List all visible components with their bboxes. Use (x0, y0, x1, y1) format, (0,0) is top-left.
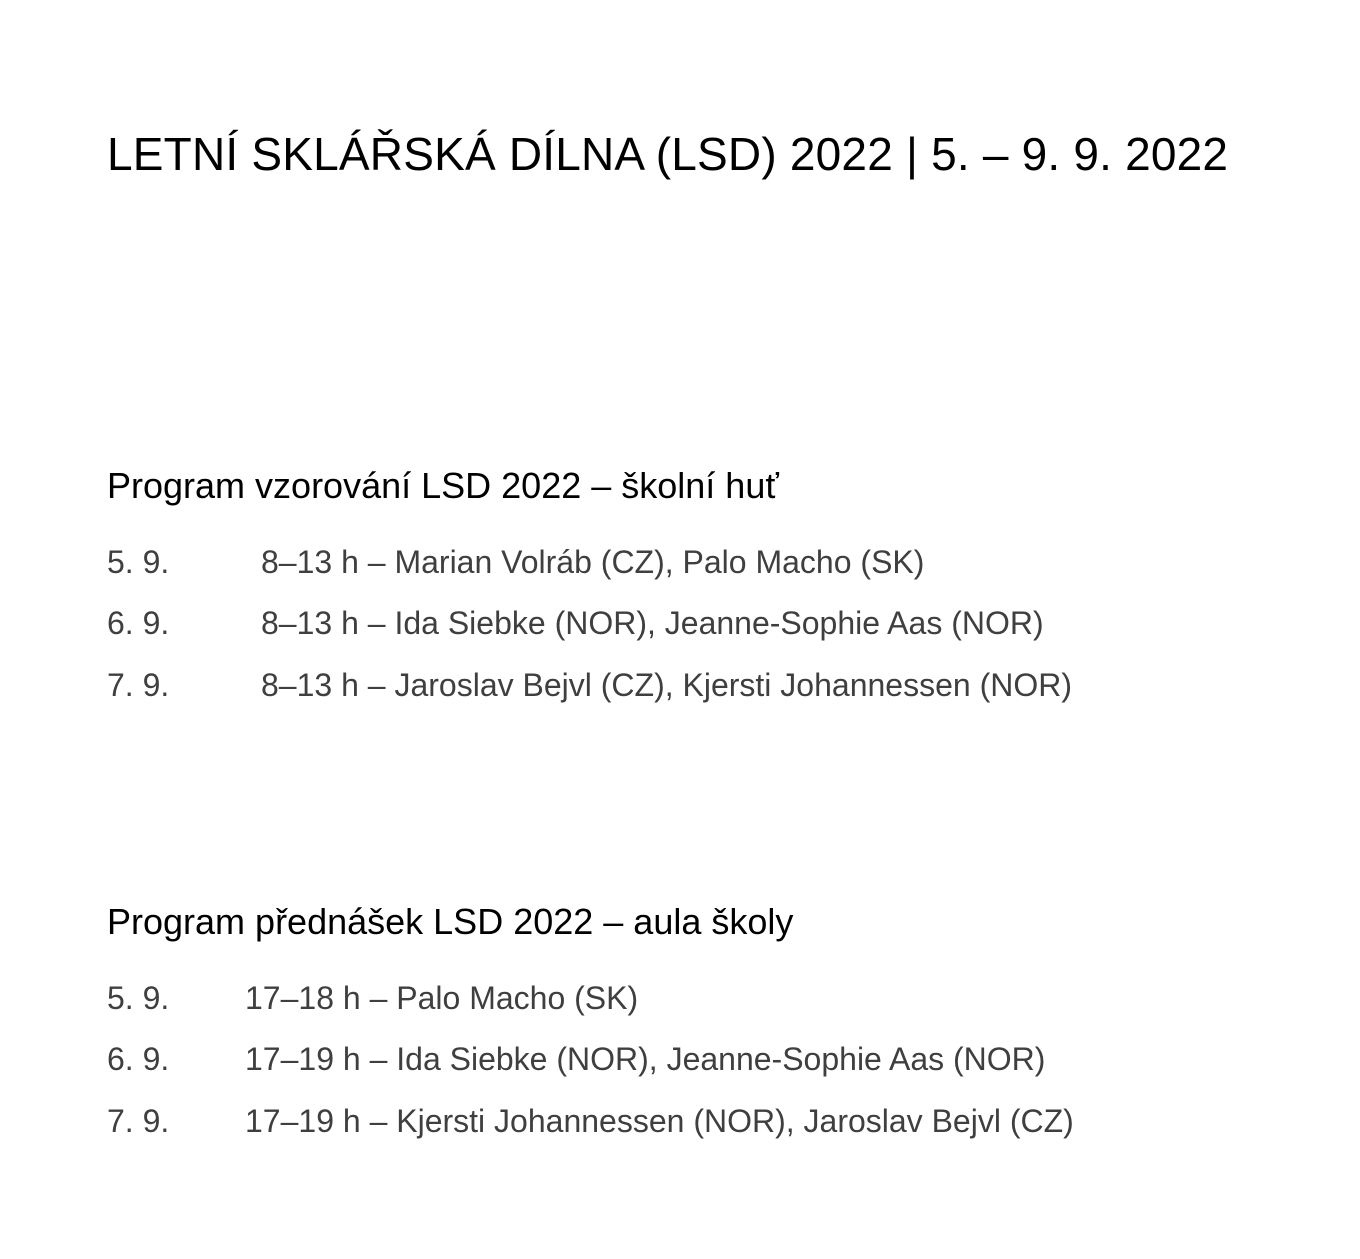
lecture-date: 5. 9. (107, 980, 170, 1016)
workshop-detail: 8–13 h – Ida Siebke (NOR), Jeanne-Sophie Aas (NOR) (261, 605, 1044, 641)
lecture-detail: 17–19 h – Ida Siebke (NOR), Jeanne-Sophie Aas (NOR) (245, 1041, 1046, 1077)
workshop-date: 5. 9. (107, 544, 170, 580)
lecture-date: 7. 9. (107, 1103, 170, 1139)
lecture-detail: 17–18 h – Palo Macho (SK) (245, 980, 639, 1016)
workshop-date: 7. 9. (107, 667, 170, 703)
workshop-date: 6. 9. (107, 605, 170, 641)
document-title: LETNÍ SKLÁŘSKÁ DÍLNA (LSD) 2022 | 5. – 9. 9. 2022 (107, 128, 1229, 180)
workshop-program-heading: Program vzorování LSD 2022 – školní huť (107, 465, 779, 506)
workshop-detail: 8–13 h – Marian Volráb (CZ), Palo Macho (SK) (261, 544, 925, 580)
workshop-detail: 8–13 h – Jaroslav Bejvl (CZ), Kjersti Johannessen (NOR) (261, 667, 1072, 703)
lecture-detail: 17–19 h – Kjersti Johannessen (NOR), Jaroslav Bejvl (CZ) (245, 1103, 1074, 1139)
lecture-date: 6. 9. (107, 1041, 170, 1077)
lecture-program-heading: Program přednášek LSD 2022 – aula školy (107, 901, 794, 942)
